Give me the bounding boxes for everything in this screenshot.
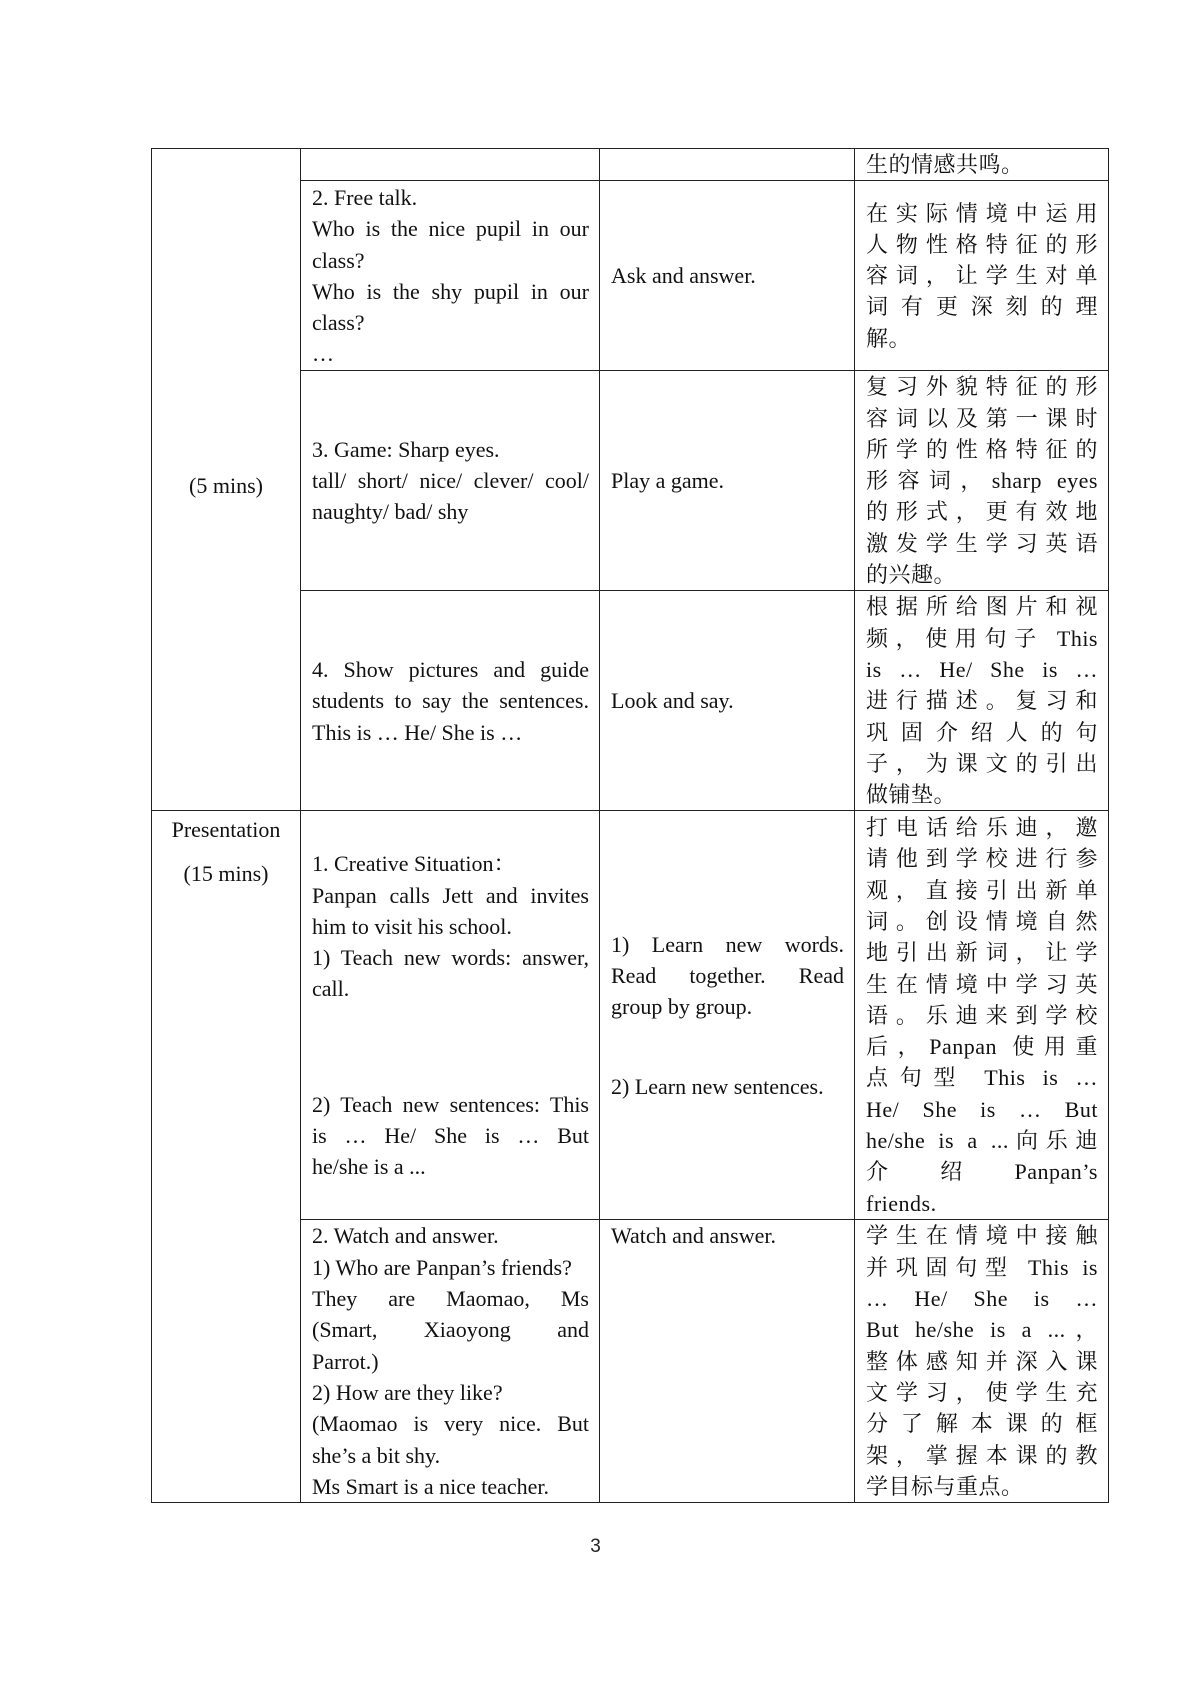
teacher-activity-cell — [301, 149, 600, 181]
purpose-line: 生在情境中学习英 — [866, 971, 1098, 997]
purpose-line: 在实际情境中运用 — [866, 200, 1098, 226]
purpose-line: 点句型 This is … — [866, 1065, 1098, 1091]
teacher-activity-cell — [301, 811, 600, 1220]
purpose-line: 子，为课文的引出 — [866, 750, 1098, 776]
purpose-line: … He/ She is … — [866, 1286, 1098, 1312]
purpose-line: 架，掌握本课的教 — [866, 1442, 1098, 1468]
purpose-line: 观，直接引出新单 — [866, 877, 1098, 903]
teacher-line: 4. Show pictures and guide — [312, 656, 589, 682]
student-line: Ask and answer. — [611, 263, 756, 289]
purpose-line: 打电话给乐迪，邀 — [866, 815, 1098, 841]
teacher-line: (Smart, Xiaoyong and — [312, 1317, 589, 1343]
teacher-line: Ms Smart is a nice teacher. — [312, 1473, 550, 1499]
teacher-line: They are Maomao, Ms — [312, 1286, 589, 1312]
purpose-line: 语。乐迪来到学校 — [866, 1002, 1098, 1028]
purpose-line: 请他到学校进行参 — [866, 846, 1098, 872]
purpose-line: 巩固介绍人的句 — [866, 719, 1098, 745]
purpose-line: 学目标与重点。 — [866, 1473, 1024, 1499]
purpose-cell — [855, 811, 1109, 1220]
teacher-line: class? — [312, 310, 365, 336]
table-row — [152, 811, 1109, 1220]
page-number: 3 — [590, 1536, 601, 1557]
purpose-line: he/she is a ...向乐迪 — [866, 1127, 1098, 1153]
purpose-line: 学生在情境中接触 — [866, 1223, 1098, 1249]
student-line: Read together. Read — [611, 963, 844, 989]
teacher-line: Who is the nice pupil in our — [312, 216, 589, 242]
teacher-line: Who is the shy pupil in our — [312, 278, 589, 304]
purpose-line: But he/she is a ...， — [866, 1317, 1098, 1343]
teacher-line: 3. Game: Sharp eyes. — [312, 436, 500, 462]
teacher-activity-cell — [301, 181, 600, 371]
purpose-line: 分了解本课的框 — [866, 1411, 1098, 1437]
table-row — [152, 149, 1109, 181]
purpose-line: 地引出新词，让学 — [866, 940, 1098, 966]
purpose-line: 根据所给图片和视 — [866, 594, 1098, 620]
teacher-line: class? — [312, 247, 365, 273]
student-activity-cell — [600, 181, 855, 371]
student-line: Look and say. — [611, 688, 734, 714]
purpose-line: 的形式，更有效地 — [866, 499, 1098, 525]
purpose-line: friends. — [866, 1190, 937, 1216]
teacher-line: naughty/ bad/ shy — [312, 499, 469, 525]
student-line: 1) Learn new words. — [611, 931, 844, 957]
stage-cell-warmup — [152, 149, 301, 811]
purpose-line: 人物性格特征的形 — [866, 231, 1098, 257]
student-line: 2) Learn new sentences. — [611, 1073, 824, 1099]
teacher-line: … — [312, 341, 334, 367]
teacher-line: This is … He/ She is … — [312, 719, 523, 745]
teacher-line: (Maomao is very nice. But — [312, 1411, 589, 1437]
purpose-line: 复习外貌特征的形 — [866, 374, 1098, 400]
teacher-line: Parrot.) — [312, 1348, 379, 1374]
purpose-line: 词有更深刻的理 — [866, 294, 1098, 320]
teacher-line: 2) How are they like? — [312, 1379, 503, 1405]
purpose-line: is … He/ She is … — [866, 656, 1098, 682]
purpose-cell — [855, 1220, 1109, 1503]
purpose-line: 所学的性格特征的 — [866, 436, 1098, 462]
purpose-line: 并巩固句型 This is — [866, 1254, 1098, 1280]
student-line: Play a game. — [611, 468, 725, 494]
purpose-line: 进行描述。复习和 — [866, 688, 1098, 714]
purpose-cell — [855, 149, 1109, 181]
lesson-plan-table — [151, 148, 1109, 1503]
stage-cell-presentation — [152, 811, 301, 1503]
purpose-line: 整体感知并深入课 — [866, 1348, 1098, 1374]
purpose-line: 激发学生学习英语 — [866, 530, 1098, 556]
spacer — [611, 1023, 844, 1071]
teacher-line: students to say the sentences. — [312, 688, 589, 714]
purpose-line: 做铺垫。 — [866, 782, 957, 808]
teacher-line: 2. Watch and answer. — [312, 1223, 499, 1249]
purpose-line: 的兴趣。 — [866, 562, 957, 588]
purpose-cell — [855, 591, 1109, 811]
teacher-line: 1) Who are Panpan’s friends? — [312, 1254, 572, 1280]
student-activity-cell — [600, 591, 855, 811]
teacher-line: Panpan calls Jett and invites — [312, 882, 589, 908]
teacher-line: 2. Free talk. — [312, 184, 418, 210]
purpose-line: 解。 — [866, 325, 912, 351]
purpose-line: 形容词，sharp eyes — [866, 468, 1098, 494]
purpose-line: He/ She is … But — [866, 1096, 1098, 1122]
student-activity-cell — [600, 149, 855, 181]
stage-label: Presentation — [171, 817, 281, 843]
spacer — [312, 1005, 589, 1089]
student-activity-cell — [600, 1220, 855, 1503]
purpose-line: 容词，让学生对单 — [866, 263, 1098, 289]
teacher-line: 1. Creative Situation： — [312, 851, 516, 877]
teacher-line: call. — [312, 976, 350, 1002]
teacher-line: she’s a bit shy. — [312, 1442, 441, 1468]
teacher-line: tall/ short/ nice/ clever/ cool/ — [312, 468, 589, 494]
purpose-cell — [855, 371, 1109, 591]
student-activity-cell — [600, 371, 855, 591]
purpose-line: 文学习，使学生充 — [866, 1379, 1098, 1405]
teacher-activity-cell — [301, 1220, 600, 1503]
student-line: group by group. — [611, 994, 753, 1020]
stage-time: (5 mins) — [189, 473, 263, 499]
teacher-line: he/she is a ... — [312, 1154, 426, 1180]
teacher-activity-cell — [301, 371, 600, 591]
teacher-line: 1) Teach new words: answer, — [312, 945, 589, 971]
student-line: Watch and answer. — [611, 1223, 776, 1249]
purpose-line: 介 绍 Panpan’s — [866, 1159, 1098, 1185]
teacher-line: 2) Teach new sentences: This — [312, 1091, 589, 1117]
stage-time: (15 mins) — [183, 860, 269, 886]
purpose-line: 频，使用句子 This — [866, 625, 1098, 651]
purpose-line: 生的情感共鸣。 — [866, 152, 1024, 177]
purpose-line: 容词以及第一课时 — [866, 405, 1098, 431]
purpose-cell — [855, 181, 1109, 371]
student-activity-cell — [600, 811, 855, 1220]
purpose-line: 后，Panpan 使用重 — [866, 1034, 1098, 1060]
teacher-line: him to visit his school. — [312, 913, 512, 939]
purpose-line: 词。创设情境自然 — [866, 908, 1098, 934]
teacher-line: is … He/ She is … But — [312, 1123, 589, 1149]
teacher-activity-cell — [301, 591, 600, 811]
